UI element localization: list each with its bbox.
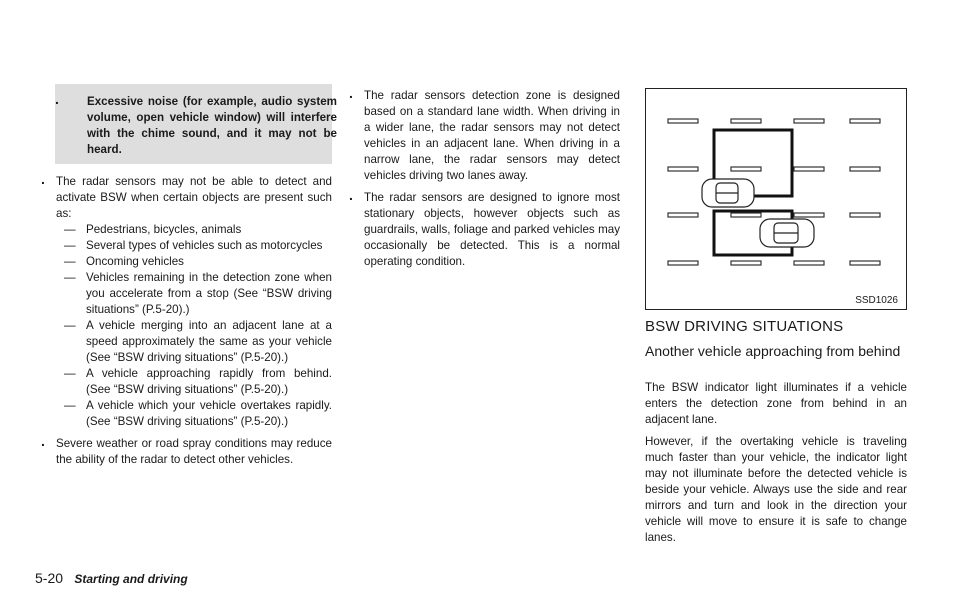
warning-text: . Excessive noise (for example, audio system volume, open vehicle window) will interfere with the chime sound, and it may not be heard. bbox=[69, 94, 337, 158]
paragraph: The BSW indicator light illuminates if a vehicle enters the detection zone from behind in an adjacent lane. bbox=[645, 381, 907, 426]
bullet-detection-zone: . The radar sensors detection zone is designed based on a standard lane width. When driving in a wider lane, the radar sensors may not detect vehicles in an adjacent lane. When driving in a narrow lane, the radar sensors may detect vehicles driving two lanes away. bbox=[346, 88, 620, 184]
bullet-severe-weather: . Severe weather or road spray conditions may reduce the ability of the radar to detect other vehicles. bbox=[38, 436, 332, 468]
paragraph: However, if the overtaking vehicle is traveling much faster than your vehicle, the indicator light may not illuminate before the detected vehicle is beside your vehicle. Always use the side and rear mirrors and turn and look in the direction your vehicle will move to ensure it is safe to change lanes. bbox=[645, 435, 907, 544]
bullet-radar-limitations-text: The radar sensors may not be able to detect and activate BSW when certain objects are present such as: bbox=[56, 175, 332, 220]
sub-item: — A vehicle merging into an adjacent lane at a speed approximately the same as your vehicle (See “BSW driving situations” (P.5-20).) bbox=[56, 318, 332, 366]
sub-item: — Pedestrians, bicycles, animals bbox=[56, 222, 332, 238]
warning-box bbox=[55, 84, 337, 164]
bsw-diagram-figure bbox=[645, 88, 907, 310]
figure-caption: SSD1026 bbox=[855, 295, 898, 306]
sub-item: — A vehicle which your vehicle overtakes rapidly. (See “BSW driving situations” (P.5-20).) bbox=[56, 398, 332, 430]
bsw-diagram bbox=[646, 89, 906, 309]
bullet-stationary-objects: . The radar sensors are designed to ignore most stationary objects, however objects such as guardrails, walls, foliage and parked vehicles may occasionally be detected. This is a normal operating condition. bbox=[346, 190, 620, 270]
left-column bbox=[38, 174, 332, 474]
sub-item: — Oncoming vehicles bbox=[56, 254, 332, 270]
car-own bbox=[702, 179, 754, 207]
car-other bbox=[760, 219, 814, 247]
section-name: Starting and driving bbox=[74, 572, 188, 586]
sub-item: — Vehicles remaining in the detection zone when you accelerate from a stop (See “BSW driving situations” (P.5-20).) bbox=[56, 270, 332, 318]
bullet-radar-limitations bbox=[38, 174, 332, 430]
page-number: 5-20 bbox=[35, 570, 64, 586]
sub-item: — Several types of vehicles such as motorcycles bbox=[56, 238, 332, 254]
subsection-heading: Another vehicle approaching from behind bbox=[645, 343, 901, 359]
sub-item: — A vehicle approaching rapidly from behind. (See “BSW driving situations” (P.5-20).) bbox=[56, 366, 332, 398]
right-column bbox=[645, 380, 907, 552]
middle-column bbox=[346, 88, 620, 276]
page-footer bbox=[35, 570, 188, 586]
section-heading: BSW DRIVING SITUATIONS bbox=[645, 318, 844, 335]
